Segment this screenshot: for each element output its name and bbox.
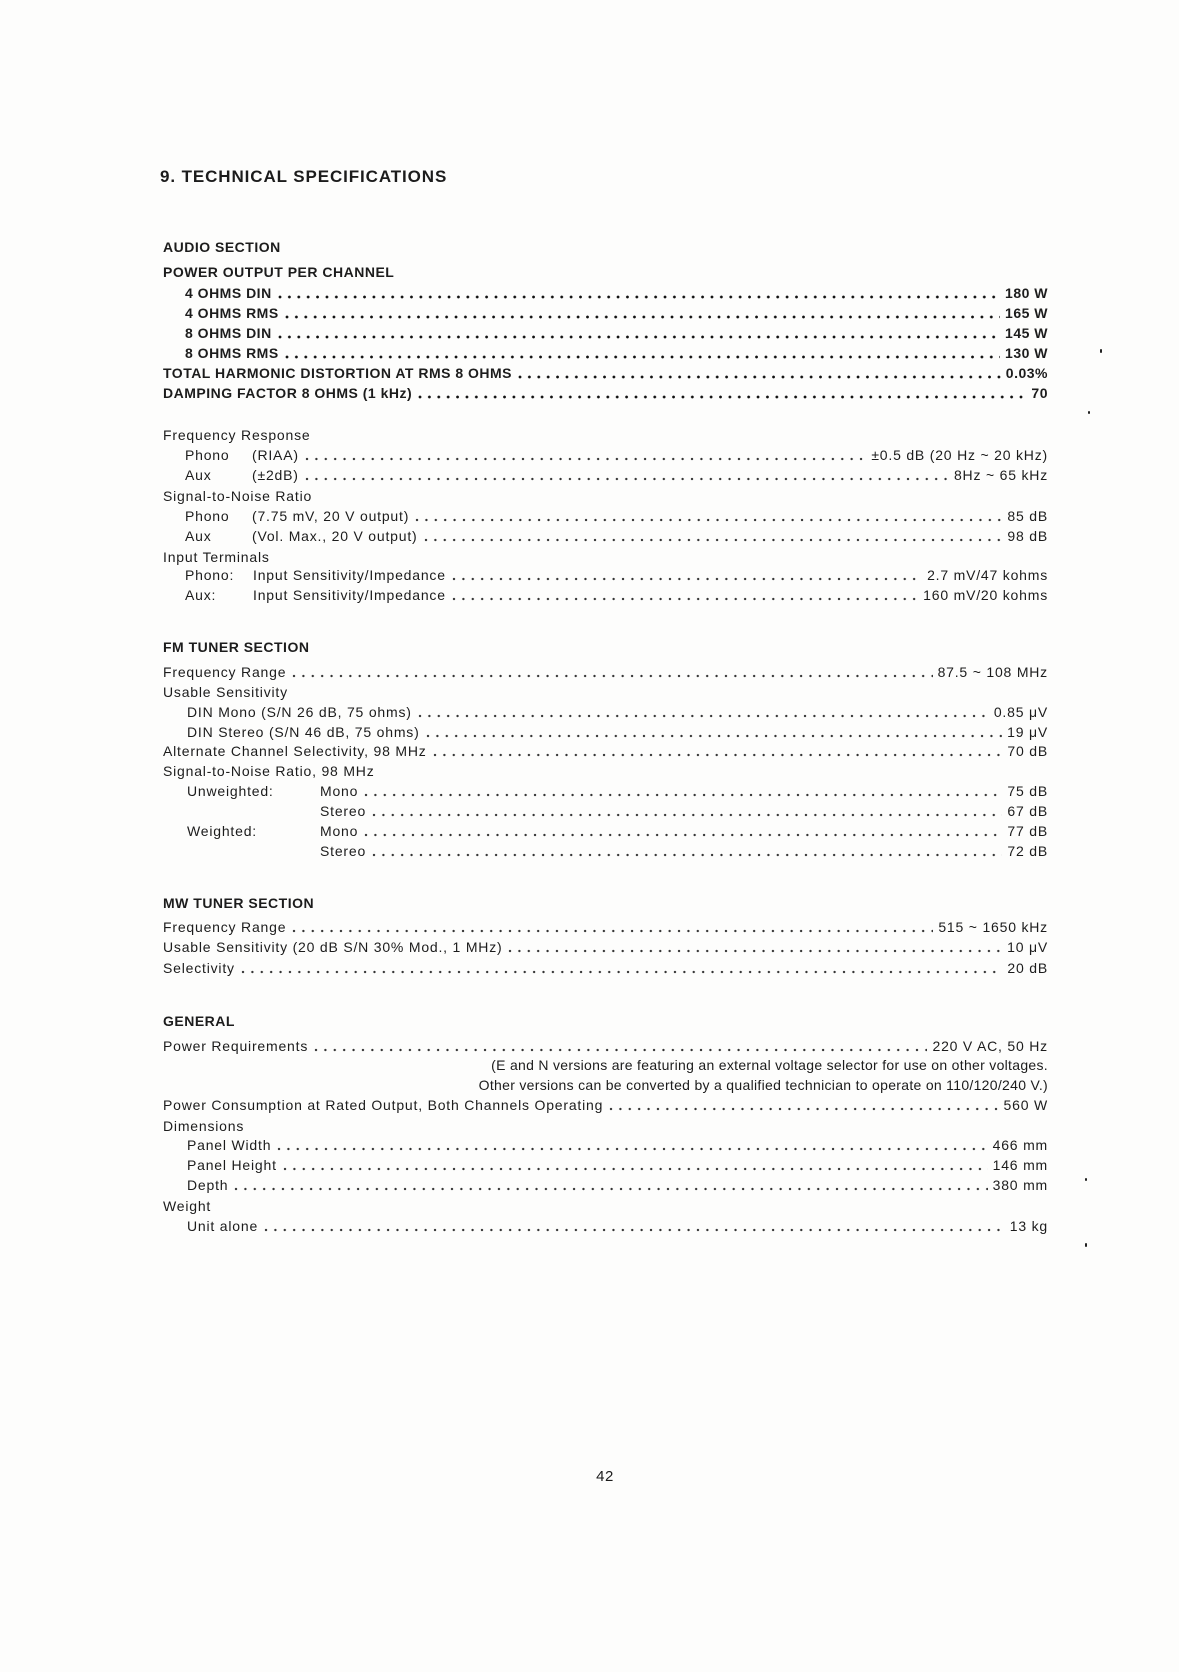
spec-row (185, 585, 1048, 605)
spec-label: Unweighted: (187, 783, 274, 799)
leader-dots (418, 712, 989, 718)
spec-label: Panel Height (187, 1157, 277, 1173)
spec-row (187, 1155, 1048, 1175)
spec-value: 220 V AC, 50 Hz (932, 1038, 1048, 1054)
spec-value: 130 W (1005, 345, 1048, 361)
leader-dots (372, 851, 1002, 857)
spec-label: DIN Mono (S/N 26 dB, 75 ohms) (187, 704, 412, 720)
fm-snr-heading: Signal-to-Noise Ratio, 98 MHz (163, 763, 375, 779)
spec-condition: (±2dB) (252, 467, 299, 483)
leader-dots (285, 313, 1000, 319)
spec-value: 20 dB (1007, 960, 1048, 976)
scan-speck (1088, 411, 1090, 414)
spec-label: TOTAL HARMONIC DISTORTION AT RMS 8 OHMS (163, 365, 513, 381)
spec-condition: Input Sensitivity/Impedance (253, 567, 446, 583)
page-title: 9. TECHNICAL SPECIFICATIONS (160, 167, 448, 186)
spec-label: Aux (185, 467, 212, 483)
spec-value: 10 μV (1007, 939, 1048, 955)
leader-dots (424, 536, 1003, 542)
spec-value: 560 W (1003, 1097, 1048, 1113)
spec-value: 67 dB (1007, 803, 1048, 819)
spec-row (320, 841, 1048, 861)
spec-value: 87.5 ~ 108 MHz (937, 664, 1048, 680)
spec-condition: (RIAA) (252, 447, 299, 463)
leader-dots (305, 455, 867, 461)
spec-value: 75 dB (1007, 783, 1048, 799)
spec-row (187, 702, 1048, 722)
leader-dots (283, 1165, 988, 1171)
spec-row (187, 1216, 1048, 1236)
leader-dots (364, 831, 1002, 837)
leader-dots (278, 333, 1000, 339)
usable-sensitivity-heading: Usable Sensitivity (163, 684, 288, 700)
mw-tuner-heading: MW TUNER SECTION (163, 895, 315, 911)
leader-dots (264, 1226, 1005, 1232)
spec-value: 8Hz ~ 65 kHz (953, 467, 1048, 483)
spec-row (185, 565, 1048, 585)
spec-row (185, 506, 1048, 526)
spec-row (185, 343, 1048, 363)
scan-speck (1085, 1178, 1087, 1181)
spec-row (187, 781, 1048, 801)
voltage-note: Other versions can be converted by a qualified technician to operate on 110/120/240 V.) (478, 1077, 1048, 1093)
spec-label: Selectivity (163, 960, 235, 976)
spec-condition: Stereo (320, 843, 367, 859)
leader-dots (452, 595, 918, 601)
spec-value: 380 mm (992, 1177, 1048, 1193)
spec-label: Phono (185, 508, 230, 524)
leader-dots (241, 968, 1003, 974)
spec-condition: Stereo (320, 803, 367, 819)
leader-dots (372, 811, 1002, 817)
spec-row-damping (163, 383, 1048, 403)
snr-heading: Signal-to-Noise Ratio (163, 488, 313, 504)
spec-value: 0.85 μV (993, 704, 1048, 720)
spec-label: Phono: (185, 567, 235, 583)
spec-value: 72 dB (1007, 843, 1048, 859)
spec-value: 145 W (1005, 325, 1048, 341)
leader-dots (433, 751, 1003, 757)
leader-dots (518, 373, 1001, 379)
frequency-response-heading: Frequency Response (163, 427, 311, 443)
spec-row (185, 526, 1048, 546)
audio-section-heading: AUDIO SECTION (163, 239, 281, 255)
leader-dots (292, 927, 933, 933)
spec-value: 77 dB (1007, 823, 1048, 839)
spec-label: Weighted: (187, 823, 257, 839)
spec-label: Depth (187, 1177, 229, 1193)
spec-row (187, 722, 1048, 742)
leader-dots (426, 732, 1003, 738)
spec-row (185, 445, 1048, 465)
spec-value: 70 dB (1007, 743, 1048, 759)
leader-dots (364, 791, 1002, 797)
spec-row (163, 741, 1048, 761)
leader-dots (305, 475, 949, 481)
spec-value: 85 dB (1007, 508, 1048, 524)
leader-dots (314, 1046, 927, 1052)
scan-speck (1100, 349, 1102, 353)
spec-row (163, 1095, 1048, 1115)
spec-label: Usable Sensitivity (20 dB S/N 30% Mod., 1 MHz) (163, 939, 503, 955)
spec-condition: Mono (320, 783, 359, 799)
spec-label: 8 OHMS DIN (185, 325, 272, 341)
leader-dots (418, 393, 1026, 399)
spec-label: Panel Width (187, 1137, 272, 1153)
spec-row (187, 821, 1048, 841)
spec-value: 180 W (1005, 285, 1048, 301)
spec-label: Aux (185, 528, 212, 544)
spec-condition: Mono (320, 823, 359, 839)
general-heading: GENERAL (163, 1013, 235, 1029)
spec-value: 515 ~ 1650 kHz (938, 919, 1048, 935)
voltage-note: (E and N versions are featuring an external voltage selector for use on other voltages. (491, 1057, 1048, 1073)
weight-heading: Weight (163, 1198, 212, 1214)
spec-label: 4 OHMS DIN (185, 285, 272, 301)
spec-row (187, 1135, 1048, 1155)
spec-label: Power Consumption at Rated Output, Both Channels Operating (163, 1097, 604, 1113)
spec-label: Frequency Range (163, 664, 287, 680)
spec-label: Unit alone (187, 1218, 259, 1234)
leader-dots (609, 1105, 998, 1111)
spec-value: 19 μV (1007, 724, 1048, 740)
spec-value: ±0.5 dB (20 Hz ~ 20 kHz) (871, 447, 1048, 463)
spec-label: Power Requirements (163, 1038, 309, 1054)
spec-label: 8 OHMS RMS (185, 345, 279, 361)
spec-value: 98 dB (1007, 528, 1048, 544)
spec-label: Aux: (185, 587, 217, 603)
spec-label: Phono (185, 447, 230, 463)
spec-row (163, 958, 1048, 978)
spec-label: DIN Stereo (S/N 46 dB, 75 ohms) (187, 724, 420, 740)
spec-label: 4 OHMS RMS (185, 305, 279, 321)
spec-value: 466 mm (992, 1137, 1048, 1153)
spec-value: 13 kg (1009, 1218, 1048, 1234)
spec-row (320, 801, 1048, 821)
spec-value: 0.03% (1005, 365, 1048, 381)
spec-label: Frequency Range (163, 919, 287, 935)
leader-dots (277, 1145, 987, 1151)
spec-row (163, 917, 1048, 937)
spec-value: 165 W (1005, 305, 1048, 321)
spec-row (185, 303, 1048, 323)
spec-condition: (Vol. Max., 20 V output) (252, 528, 418, 544)
spec-row (163, 937, 1048, 957)
scan-speck (1085, 1243, 1087, 1247)
spec-label: Alternate Channel Selectivity, 98 MHz (163, 743, 427, 759)
spec-value: 2.7 mV/47 kohms (927, 567, 1048, 583)
leader-dots (292, 672, 932, 678)
spec-value: 146 mm (992, 1157, 1048, 1173)
spec-row (185, 283, 1048, 303)
spec-row (163, 662, 1048, 682)
leader-dots (234, 1185, 987, 1191)
power-output-heading: POWER OUTPUT PER CHANNEL (163, 264, 395, 280)
spec-row (185, 323, 1048, 343)
fm-tuner-heading: FM TUNER SECTION (163, 639, 310, 655)
spec-row (187, 1175, 1048, 1195)
spec-value: 160 mV/20 kohms (923, 587, 1048, 603)
spec-condition: (7.75 mV, 20 V output) (252, 508, 410, 524)
leader-dots (415, 516, 1002, 522)
spec-condition: Input Sensitivity/Impedance (253, 587, 446, 603)
leader-dots (452, 575, 922, 581)
spec-value: 70 (1031, 385, 1048, 401)
leader-dots (278, 293, 1000, 299)
leader-dots (285, 353, 1000, 359)
dimensions-heading: Dimensions (163, 1118, 245, 1134)
input-terminals-heading: Input Terminals (163, 549, 270, 565)
spec-row (163, 1036, 1048, 1056)
spec-label: DAMPING FACTOR 8 OHMS (1 kHz) (163, 385, 413, 401)
leader-dots (508, 947, 1002, 953)
spec-row-thd (163, 363, 1048, 383)
spec-row (185, 465, 1048, 485)
page-number: 42 (596, 1468, 614, 1485)
